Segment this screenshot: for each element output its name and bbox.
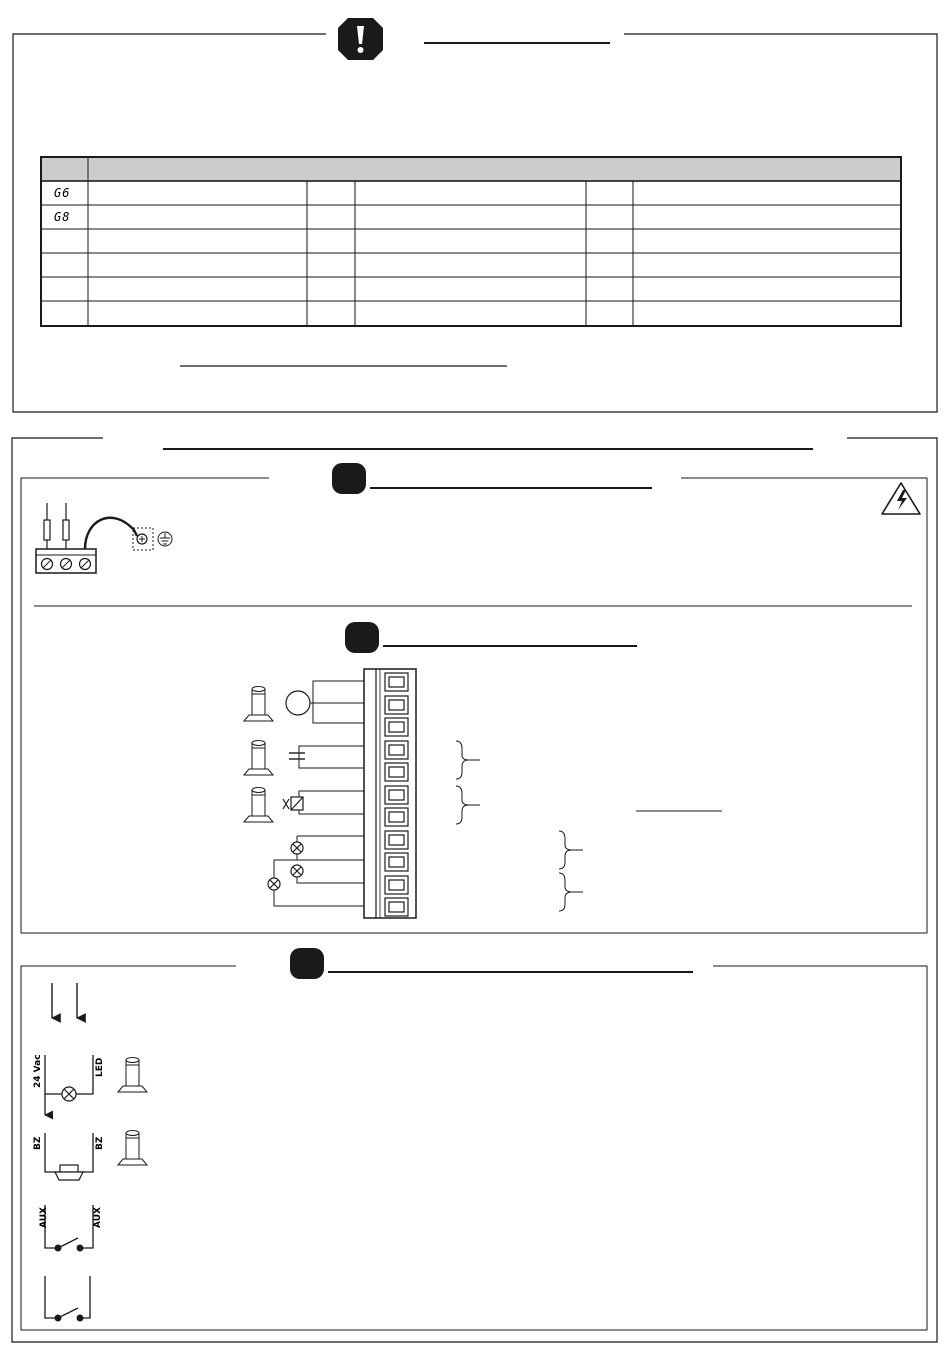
warning-panel — [13, 34, 937, 412]
power-supply-section — [21, 463, 927, 933]
aux-contact-wiring — [45, 1205, 93, 1248]
bollard-icon — [244, 687, 273, 722]
terminal-strip — [364, 669, 416, 918]
terminal-wiring-section — [345, 622, 637, 653]
section-badge — [290, 948, 324, 979]
switch-contact-icon — [55, 1238, 83, 1251]
buzzer-left-label: BZ — [33, 1136, 43, 1150]
warning-table — [41, 157, 901, 326]
led-lamp-wiring — [45, 1055, 93, 1115]
motor-icon — [286, 691, 310, 715]
aux-left-label: AUX — [39, 1207, 49, 1228]
contact-wiring — [45, 1276, 90, 1318]
section-badge — [345, 622, 379, 653]
table-header-row — [41, 157, 901, 181]
section-badge — [332, 463, 366, 494]
table-cell-code: G6 — [54, 186, 71, 200]
bollard-icon — [118, 1131, 147, 1166]
buzzer-right-label: BZ — [95, 1136, 105, 1150]
solenoid-valve-icon — [283, 797, 303, 810]
lamp-icon — [62, 1087, 76, 1101]
led-supply-label: 24 Vac — [33, 1054, 43, 1088]
lamp-icon — [291, 842, 303, 854]
high-voltage-warning-icon — [882, 483, 920, 514]
bollard-icon — [244, 741, 273, 776]
aux-right-label: AUX — [93, 1207, 103, 1228]
led-label: LED — [95, 1057, 105, 1077]
lamp-icon — [268, 878, 280, 890]
buzzer-icon — [55, 1165, 83, 1180]
attention-icon — [338, 18, 383, 60]
bollard-icon — [244, 788, 273, 823]
table-cell-code: G8 — [54, 210, 71, 224]
terminal-wires — [274, 681, 364, 906]
bollard-icon — [118, 1058, 147, 1093]
accessories-section — [21, 948, 927, 1330]
power-terminal-block — [36, 503, 137, 573]
lamp-icon — [291, 865, 303, 877]
earth-ground-icon — [133, 528, 172, 550]
capacitor-icon — [289, 753, 305, 759]
connections-panel — [12, 438, 937, 1342]
terminal-braces — [456, 741, 583, 911]
switch-contact-icon — [55, 1308, 83, 1321]
